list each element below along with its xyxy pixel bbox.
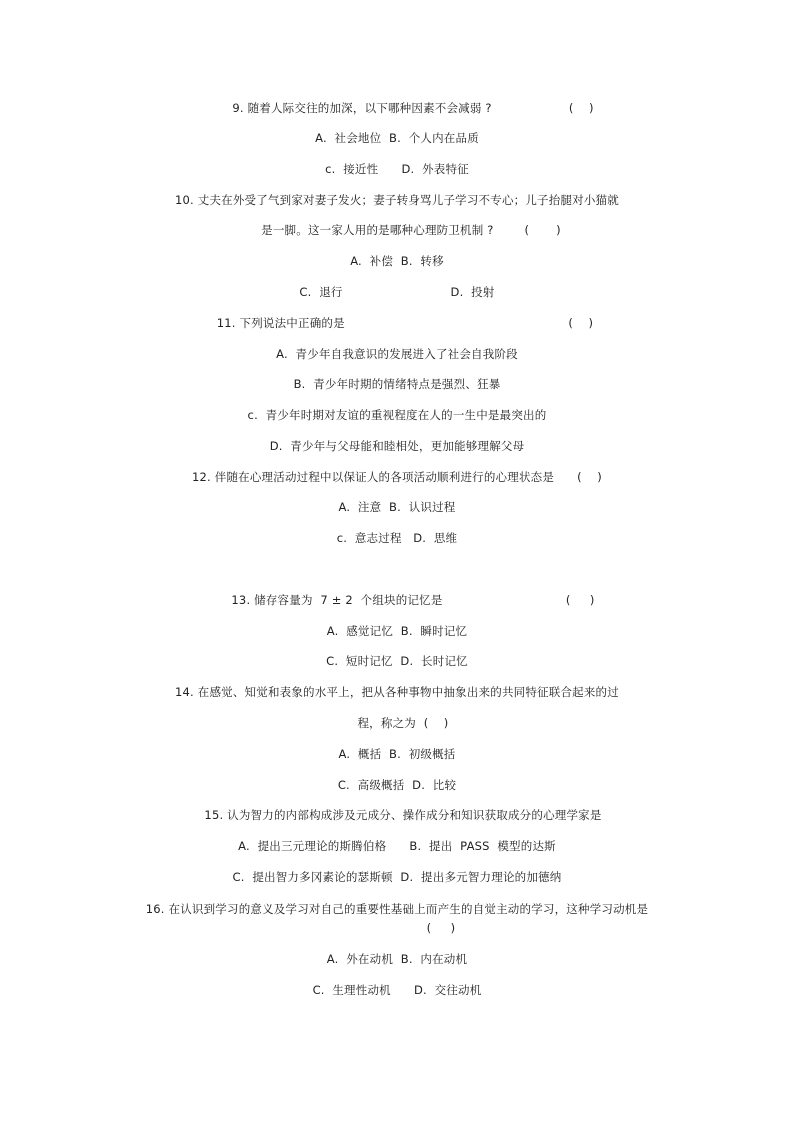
question-16-answer-blank: ( ) — [426, 921, 456, 935]
question-11-option-d: D. 青少年与父母能和睦相处，更加能够理解父母 — [269, 439, 525, 453]
question-16: 16. 在认识到学习的意义及学习对自己的重要性基础上而产生的自觉主动的学习，这种学习动机是 — [145, 902, 649, 916]
question-9: 9. 随着人际交往的加深，以下哪种因素不会减弱 ? ( ) — [232, 101, 594, 115]
question-11: 11. 下列说法中正确的是 ( ) — [216, 316, 594, 330]
question-9-options-ab: A. 社会地位 B. 个人内在品质 — [315, 131, 479, 145]
question-15-options-cd: C. 提出智力多冈素论的瑟斯顿 D. 提出多元智力理论的加德纳 — [232, 870, 562, 884]
question-14-options-ab: A. 概括 B. 初级概括 — [338, 747, 456, 761]
question-13-options-ab: A. 感觉记忆 B. 瞬时记忆 — [326, 624, 468, 638]
question-10-options-cd: C. 退行 D. 投射 — [299, 285, 495, 299]
question-10: 10. 丈夫在外受了气到家对妻子发火；妻子转身骂儿子学习不专心；儿子抬腿对小猫就 — [175, 193, 619, 207]
question-14-continued: 程，称之为 ( ) — [357, 716, 449, 730]
question-14: 14. 在感觉、知觉和表象的水平上，把从各种事物中抽象出来的共同特征联合起来的过 — [175, 685, 619, 699]
question-10-continued: 是一脚。这一家人用的是哪种心理防卫机制 ? ( ) — [261, 223, 561, 237]
question-15: 15. 认为智力的内部构成涉及元成分、操作成分和知识获取成分的心理学家是 — [204, 808, 602, 822]
question-9-options-cd: c. 接近性 D. 外表特征 — [325, 162, 469, 176]
question-14-options-cd: C. 高级概括 D. 比较 — [337, 778, 457, 792]
question-12-options-ab: A. 注意 B. 认识过程 — [338, 500, 456, 514]
question-16-options-cd: C. 生理性动机 D. 交往动机 — [312, 983, 482, 997]
question-15-options-ab: A. 提出三元理论的斯腾伯格 B. 提出 PASS 模型的达斯 — [238, 839, 556, 853]
question-12: 12. 伴随在心理活动过程中以保证人的各项活动顺利进行的心理状态是 ( ) — [192, 470, 602, 484]
question-11-option-b: B. 青少年时期的情绪特点是强烈、狂暴 — [293, 377, 501, 391]
question-11-option-c: c. 青少年时期对友谊的重视程度在人的一生中是最突出的 — [247, 408, 547, 422]
question-10-options-ab: A. 补偿 B. 转移 — [350, 254, 444, 268]
question-13-options-cd: C. 短时记忆 D. 长时记忆 — [326, 654, 468, 668]
question-16-options-ab: A. 外在动机 B. 内在动机 — [326, 952, 468, 966]
question-12-options-cd: c. 意志过程 D. 思维 — [336, 531, 458, 545]
question-11-option-a: A. 青少年自我意识的发展进入了社会自我阶段 — [276, 347, 518, 361]
question-13: 13. 储存容量为 7 ± 2 个组块的记忆是 ( ) — [231, 593, 595, 607]
